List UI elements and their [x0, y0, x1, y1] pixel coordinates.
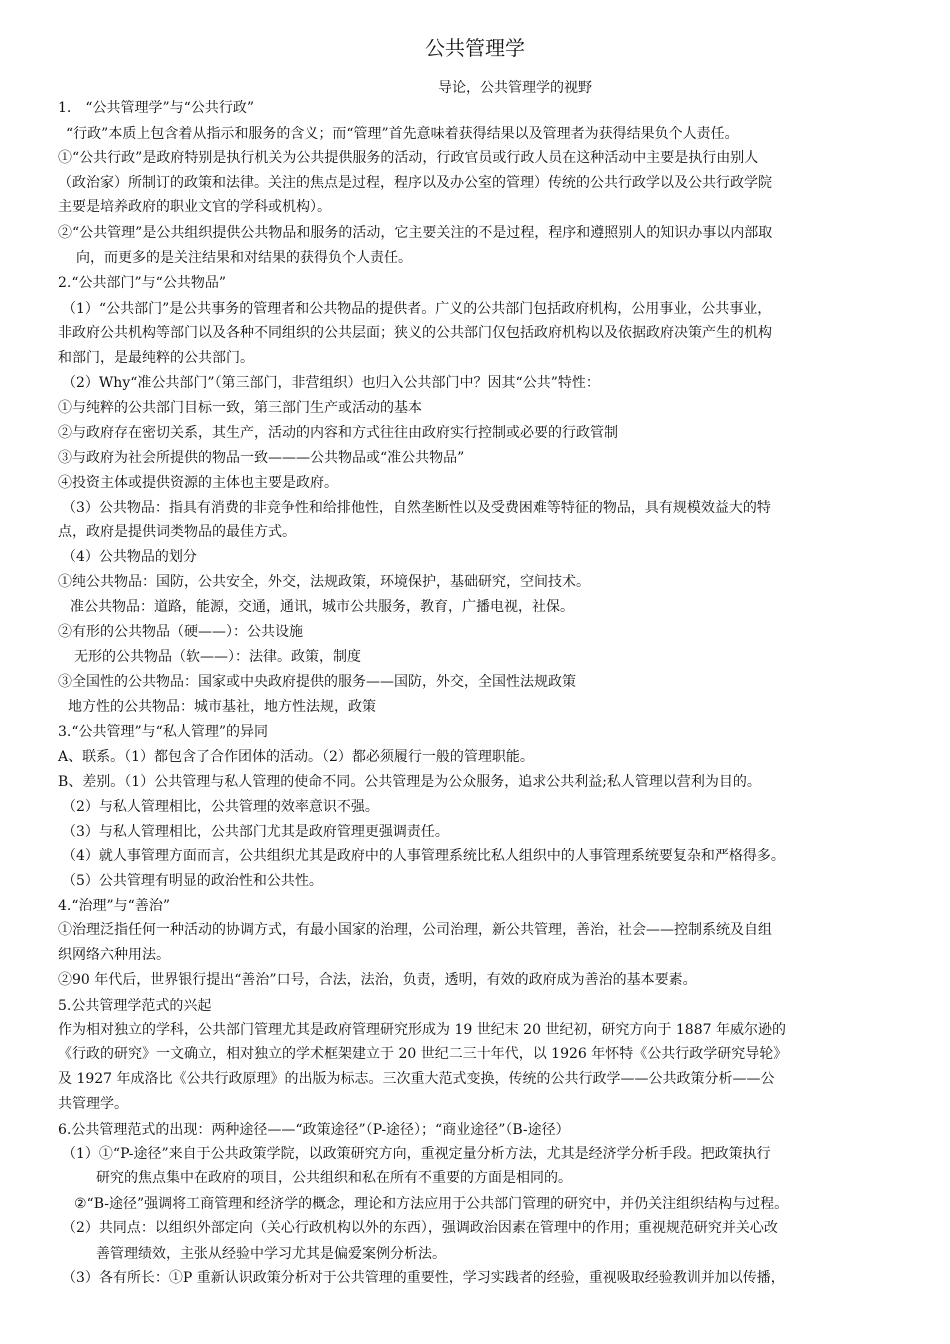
text-line: 织网络六种用法。	[58, 947, 170, 963]
text-line: 非政府公共机构等部门以及各种不同组织的公共层面；狭义的公共部门仅包括政府机构以及依据政府决策产生的机构	[58, 325, 772, 341]
text-line: （1）“公共部门”是公共事务的管理者和公共物品的提供者。广义的公共部门包括政府机构，公用事业，公共事业，	[62, 301, 772, 317]
text-line: 及 1927 年成洛比《公共行政原理》的出版为标志。三次重大范式变换，传统的公共行政学——公共政策分析——公	[58, 1071, 775, 1087]
text-line: 点，政府是提供词类物品的最佳方式。	[58, 524, 296, 540]
text-line: 1. “公共管理学”与“公共行政”	[58, 100, 254, 116]
text-line: （2）共同点：以组织外部定向（关心行政机构以外的东西），强调政治因素在管理中的作用；重视规范研究并关心改	[62, 1220, 778, 1236]
text-line: “行政”本质上包含着从指示和服务的含义；而“管理”首先意味着获得结果以及管理者为获得结果负个人责任。	[66, 126, 739, 142]
text-line: （3）公共物品：指具有消费的非竞争性和给排他性，自然垄断性以及受费困难等特征的物品，具有规模效益大的特	[62, 500, 771, 516]
text-line: （2）与私人管理相比，公共管理的效率意识不强。	[62, 799, 379, 815]
text-line: （1）①“P-途径”来自于公共政策学院，以政策研究方向，重视定量分析方法，尤其是经济学分析手段。把政策执行	[62, 1146, 771, 1162]
text-line: A、联系。（1）都包含了合作团体的活动。（2）都必须履行一般的管理职能。	[58, 749, 534, 765]
text-line: 6.公共管理范式的出现：两种途径——“政策途径”（P-途径）；“商业途径”（B-途径）	[58, 1122, 570, 1138]
text-line: 共管理学。	[58, 1096, 128, 1112]
text-line: 作为相对独立的学科，公共部门管理尤其是政府管理研究形成为 19 世纪末 20 世纪初，研究方向于 1887 年威尔逊的	[58, 1022, 786, 1038]
text-line: 无形的公共物品（软——）：法律。政策，制度	[74, 649, 361, 665]
document-subtitle: 导论，公共管理学的视野	[438, 80, 592, 96]
text-line: ②与政府存在密切关系，其生产，活动的内容和方式往往由政府实行控制或必要的行政管制	[58, 425, 618, 441]
text-line: ①治理泛指任何一种活动的协调方式，有最小国家的治理，公司治理，新公共管理，善治，社会——控制系统及自组	[58, 922, 772, 938]
text-line: ①纯公共物品：国防，公共安全，外交，法规政策，环境保护，基础研究，空间技术。	[58, 574, 590, 590]
text-line: B、差别。（1）公共管理与私人管理的使命不同。公共管理是为公众服务，追求公共利益;私人管理以营利为目的。	[58, 774, 761, 790]
text-line: ②“B-途径”强调将工商管理和经济学的概念，理论和方法应用于公共部门管理的研究中，并仍关注组织结构与过程。	[74, 1196, 789, 1212]
text-line: 《行政的研究》一文确立，相对独立的学术框架建立于 20 世纪二三十年代，以 1926 年怀特《公共行政学研究导轮》	[58, 1046, 788, 1062]
text-line: 4.“治理”与“善治”	[58, 898, 170, 914]
text-line: ②有形的公共物品（硬——）：公共设施	[58, 624, 303, 640]
text-line: （2）Why“准公共部门”（第三部门，非营组织）也归入公共部门中？因其“公共”特性：	[62, 375, 600, 391]
text-line: （4）公共物品的划分	[62, 549, 197, 565]
text-line: ④投资主体或提供资源的主体也主要是政府。	[58, 475, 338, 491]
text-line: 向，而更多的是关注结果和对结果的获得负个人责任。	[76, 250, 412, 266]
text-line: 准公共物品：道路，能源，交通，通讯，城市公共服务，教育，广播电视，社保。	[70, 599, 574, 615]
text-line: ①与纯粹的公共部门目标一致，第三部门生产或活动的基本	[58, 400, 422, 416]
document-title: 公共管理学	[425, 36, 525, 60]
text-line: ③全国性的公共物品：国家或中央政府提供的服务——国防，外交，全国性法规政策	[58, 674, 576, 690]
text-line: （4）就人事管理方面而言，公共组织尤其是政府中的人事管理系统比私人组织中的人事管理系统要复杂和严格得多。	[62, 848, 785, 864]
text-line: ②“公共管理”是公共组织提供公共物品和服务的活动，它主要关注的不是过程，程序和遵照别人的知识办事以内部取	[58, 225, 773, 241]
text-line: 善管理绩效，主张从经验中学习尤其是偏爱案例分析法。	[96, 1246, 446, 1262]
text-line: 研究的焦点集中在政府的项目，公共组织和私在所有不重要的方面是相同的。	[96, 1170, 572, 1186]
text-line: ①“公共行政”是政府特别是执行机关为公共提供服务的活动，行政官员或行政人员在这种活动中主要是执行由别人	[58, 150, 759, 166]
text-line: （3）各有所长：①P 重新认识政策分析对于公共管理的重要性，学习实践者的经验，重视吸取经验教训并加以传播，	[62, 1270, 785, 1286]
text-line: 2.“公共部门”与“公共物品”	[58, 275, 226, 291]
text-line: （3）与私人管理相比，公共部门尤其是政府管理更强调责任。	[62, 824, 449, 840]
text-line: 地方性的公共物品：城市基社，地方性法规，政策	[68, 699, 376, 715]
text-line: 和部门，是最纯粹的公共部门。	[58, 350, 254, 366]
text-line: 5.公共管理学范式的兴起	[58, 998, 212, 1014]
text-line: ②90 年代后，世界银行提出“善治”口号，合法，法治，负责，透明，有效的政府成为善治的基本要素。	[58, 972, 697, 988]
text-line: 主要是培养政府的职业文官的学科或机构）。	[58, 199, 331, 215]
text-line: （5）公共管理有明显的政治性和公共性。	[62, 873, 323, 889]
text-line: ③与政府为社会所提供的物品一致———公共物品或“准公共物品”	[58, 450, 465, 466]
text-line: 3.“公共管理”与“私人管理”的异同	[58, 724, 268, 740]
text-line: （政治家）所制订的政策和法律。关注的焦点是过程，程序以及办公室的管理）传统的公共行政学以及公共行政学院	[58, 175, 772, 191]
